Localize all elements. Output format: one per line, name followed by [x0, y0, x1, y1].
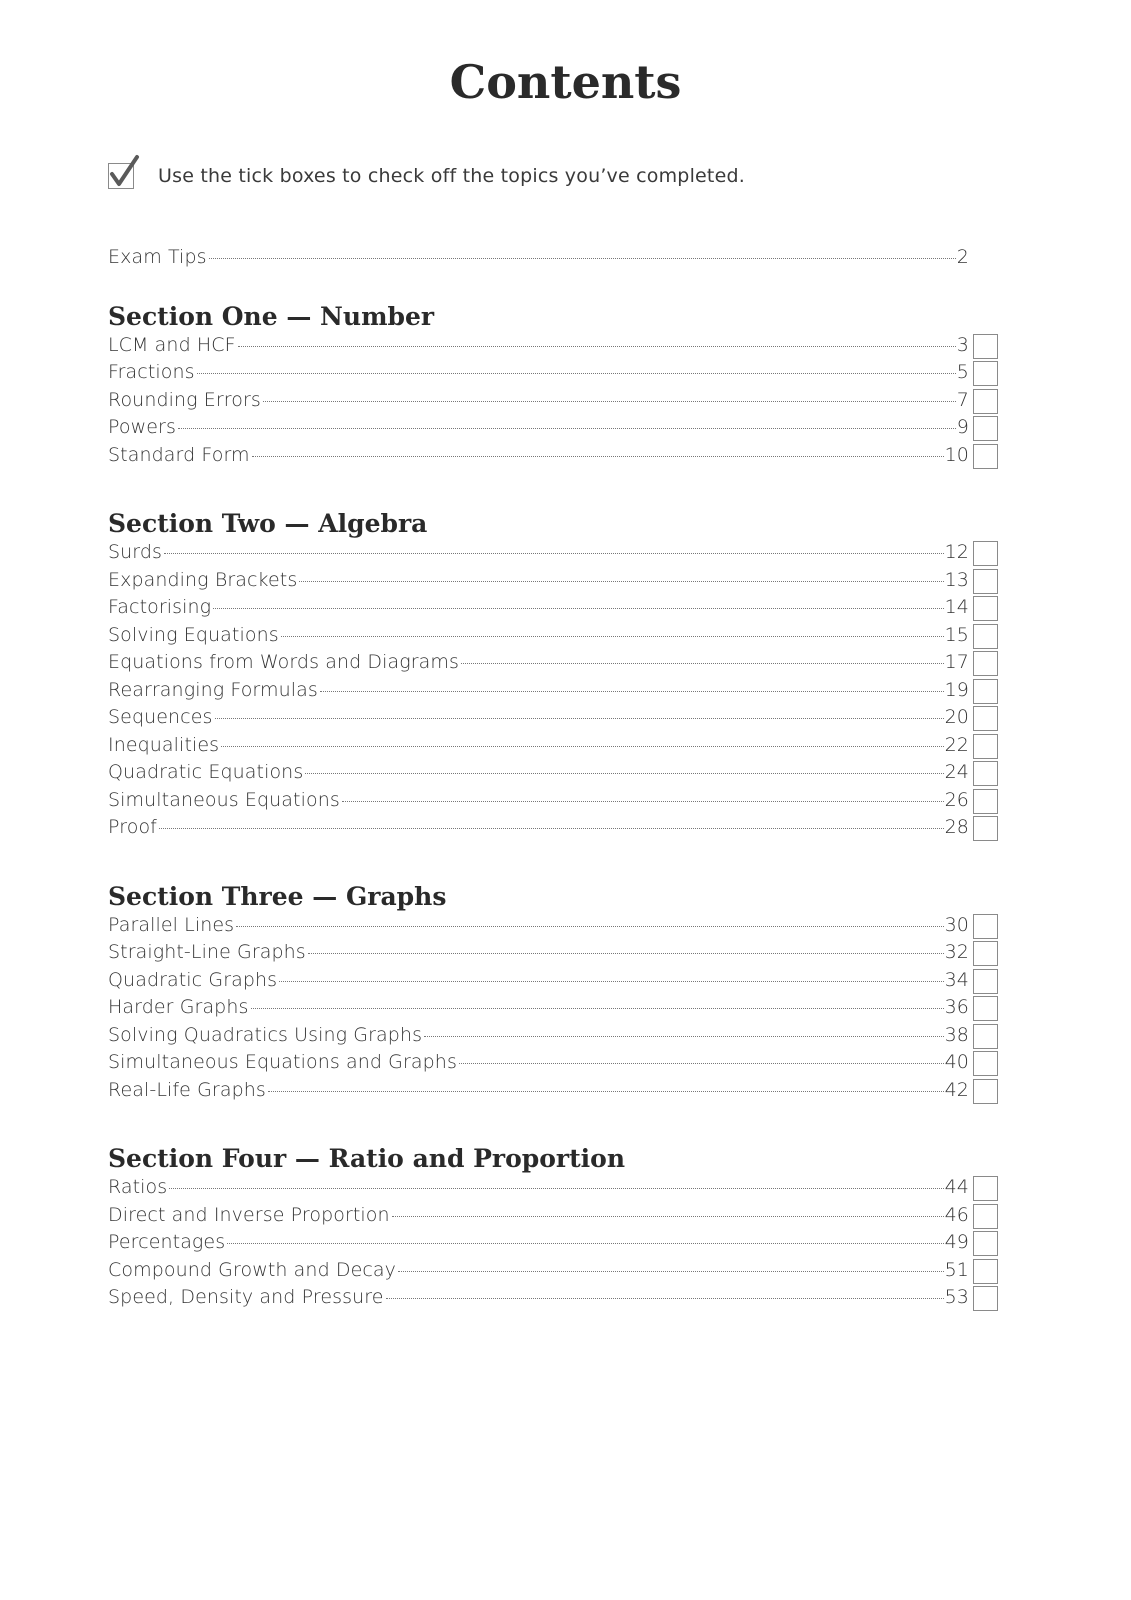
toc-entry-page: 34: [944, 968, 969, 991]
completion-checkbox[interactable]: [973, 969, 998, 994]
toc-entry-page: 15: [944, 623, 969, 646]
toc-entry-label: Parallel Lines: [108, 913, 235, 936]
completion-checkbox[interactable]: [973, 334, 998, 359]
toc-entry[interactable]: [108, 416, 1000, 444]
dot-leader: [213, 608, 943, 609]
toc-entry-page: 36: [944, 996, 969, 1018]
toc-entry-label: Quadratic Equations: [108, 761, 304, 783]
dot-leader: [392, 1216, 944, 1217]
dot-leader: [299, 581, 943, 582]
toc-entry-label: Percentages: [108, 1231, 226, 1253]
toc-entry-page: 53: [944, 1286, 969, 1308]
dot-leader: [461, 663, 944, 664]
toc-entry-label: Solving Equations: [108, 623, 279, 646]
toc-entry-page: 44: [944, 1176, 969, 1198]
toc-entry[interactable]: [108, 651, 1000, 679]
completion-checkbox[interactable]: [973, 1231, 998, 1256]
dot-leader: [238, 346, 956, 347]
table-of-contents: [108, 246, 1000, 1314]
dot-leader: [398, 1271, 944, 1272]
toc-entry-page: 2: [956, 246, 969, 268]
completion-checkbox[interactable]: [973, 596, 998, 621]
dot-leader: [268, 1091, 944, 1092]
completion-checkbox[interactable]: [973, 361, 998, 386]
dot-leader: [236, 926, 943, 927]
completion-checkbox[interactable]: [973, 569, 998, 594]
toc-entry-label: Real-Life Graphs: [108, 1078, 266, 1101]
toc-entry-label: Ratios: [108, 1176, 168, 1198]
instruction-line: [108, 160, 745, 192]
dot-leader: [279, 981, 943, 982]
toc-entry[interactable]: [108, 1051, 1000, 1079]
toc-entry-page: 32: [944, 941, 969, 963]
instruction-text: Use the tick boxes to check off the topics you’ve completed.: [158, 165, 745, 187]
toc-entry[interactable]: [108, 334, 1000, 362]
toc-entry-page: 38: [944, 1023, 969, 1046]
dot-leader: [281, 636, 944, 637]
section-heading: Section Three — Graphs: [108, 881, 447, 911]
page-title: Contents: [449, 55, 682, 109]
completion-checkbox[interactable]: [973, 1286, 998, 1311]
section-heading: Section One — Number: [108, 301, 435, 331]
toc-entry[interactable]: [108, 996, 1000, 1024]
completion-checkbox[interactable]: [973, 789, 998, 814]
toc-entry[interactable]: [108, 569, 1000, 597]
completion-checkbox[interactable]: [973, 941, 998, 966]
toc-entry-label: Straight-Line Graphs: [108, 941, 306, 963]
toc-entry-label: Standard Form: [108, 443, 250, 466]
toc-entry[interactable]: [108, 596, 1000, 624]
toc-entry-label: Compound Growth and Decay: [108, 1258, 397, 1281]
completion-checkbox[interactable]: [973, 706, 998, 731]
completion-checkbox[interactable]: [973, 914, 998, 939]
toc-entry-page: 30: [944, 913, 969, 936]
dot-leader: [386, 1298, 944, 1299]
completion-checkbox[interactable]: [973, 679, 998, 704]
toc-entry[interactable]: [108, 1176, 1000, 1204]
dot-leader: [308, 953, 944, 954]
section-heading: Section Two — Algebra: [108, 509, 428, 538]
toc-entry[interactable]: [108, 444, 1000, 472]
toc-entry[interactable]: [108, 734, 1000, 762]
dot-leader: [178, 428, 956, 429]
completion-checkbox[interactable]: [973, 624, 998, 649]
toc-entry-page: 14: [944, 596, 969, 618]
toc-entry-label: Inequalities: [108, 733, 220, 756]
dot-leader: [164, 553, 944, 554]
toc-entry[interactable]: [108, 1259, 1000, 1287]
completion-checkbox[interactable]: [973, 1079, 998, 1104]
toc-entry[interactable]: [108, 761, 1000, 789]
toc-entry[interactable]: [108, 389, 1000, 417]
toc-entry-label: Solving Quadratics Using Graphs: [108, 1023, 423, 1046]
completion-checkbox[interactable]: [973, 1176, 998, 1201]
completion-checkbox[interactable]: [973, 816, 998, 841]
completion-checkbox[interactable]: [973, 1024, 998, 1049]
toc-entry-page: 40: [944, 1051, 969, 1073]
toc-entry-label: Simultaneous Equations and Graphs: [108, 1051, 457, 1073]
toc-entry-page: 13: [944, 568, 969, 591]
completion-checkbox[interactable]: [973, 651, 998, 676]
toc-entry-label: Rearranging Formulas: [108, 678, 318, 701]
dot-leader: [221, 746, 943, 747]
dot-leader: [209, 258, 956, 259]
toc-entry-page: 26: [944, 788, 969, 811]
toc-entry-label: Proof: [108, 816, 157, 838]
toc-entry[interactable]: [108, 1231, 1000, 1259]
dot-leader: [169, 1188, 943, 1189]
toc-entry-label: LCM and HCF: [108, 333, 236, 356]
dot-leader: [459, 1063, 944, 1064]
dot-leader: [342, 801, 944, 802]
completion-checkbox[interactable]: [973, 389, 998, 414]
toc-entry-page: 20: [944, 706, 969, 728]
completion-checkbox[interactable]: [973, 416, 998, 441]
completion-checkbox[interactable]: [973, 444, 998, 469]
toc-entry-page: 7: [956, 388, 969, 411]
toc-entry-page: 19: [944, 678, 969, 701]
completion-checkbox[interactable]: [973, 541, 998, 566]
dot-leader: [424, 1036, 944, 1037]
dot-leader: [251, 1008, 944, 1009]
completion-checkbox[interactable]: [973, 996, 998, 1021]
toc-entry-page: 42: [944, 1078, 969, 1101]
toc-entry-label: Sequences: [108, 706, 213, 728]
toc-entry-label: Simultaneous Equations: [108, 788, 340, 811]
toc-entry-label: Harder Graphs: [108, 996, 249, 1018]
dot-leader: [197, 373, 956, 374]
toc-entry[interactable]: [108, 914, 1000, 942]
toc-entry[interactable]: [108, 361, 1000, 389]
completion-checkbox[interactable]: [973, 1051, 998, 1076]
dot-leader: [305, 773, 943, 774]
toc-entry-page: 9: [956, 416, 969, 438]
toc-entry-page: 46: [944, 1203, 969, 1226]
toc-entry-label: Powers: [108, 416, 176, 438]
completion-checkbox[interactable]: [973, 1204, 998, 1229]
toc-entry[interactable]: [108, 1024, 1000, 1052]
toc-entry-page: 10: [944, 443, 969, 466]
toc-entry[interactable]: [108, 941, 1000, 969]
toc-entry-page: 3: [956, 333, 969, 356]
dot-leader: [215, 718, 944, 719]
toc-entry-page: 49: [944, 1231, 969, 1253]
toc-entry[interactable]: [108, 789, 1000, 817]
dot-leader: [159, 828, 944, 829]
toc-entry-label: Quadratic Graphs: [108, 968, 278, 991]
completion-checkbox[interactable]: [973, 761, 998, 786]
toc-entry[interactable]: [108, 1286, 1000, 1314]
toc-entry-label: Surds: [108, 541, 163, 563]
toc-entry[interactable]: [108, 816, 1000, 844]
completion-checkbox[interactable]: [973, 734, 998, 759]
toc-entry-page: 51: [944, 1258, 969, 1281]
toc-entry-exam-tips[interactable]: [108, 246, 1000, 274]
tick-box-icon: [108, 163, 134, 189]
toc-entry[interactable]: [108, 969, 1000, 997]
dot-leader: [320, 691, 944, 692]
toc-entry-label: Rounding Errors: [108, 388, 261, 411]
toc-entry-page: 28: [944, 816, 969, 838]
dot-leader: [227, 1243, 943, 1244]
toc-entry-label: Exam Tips: [108, 246, 207, 268]
toc-entry[interactable]: [108, 1079, 1000, 1107]
dot-leader: [252, 456, 944, 457]
toc-entry[interactable]: [108, 1204, 1000, 1232]
toc-entry-label: Factorising: [108, 596, 212, 618]
toc-entry-page: 24: [944, 761, 969, 783]
toc-entry-label: Fractions: [108, 361, 195, 383]
toc-entry[interactable]: [108, 679, 1000, 707]
section-heading: Section Four — Ratio and Proportion: [108, 1144, 625, 1173]
toc-entry-label: Equations from Words and Diagrams: [108, 651, 460, 673]
toc-entry-label: Speed, Density and Pressure: [108, 1286, 384, 1308]
dot-leader: [263, 401, 956, 402]
toc-entry[interactable]: [108, 541, 1000, 569]
toc-entry-page: 5: [956, 361, 969, 383]
toc-entry-label: Expanding Brackets: [108, 568, 298, 591]
toc-entry-label: Direct and Inverse Proportion: [108, 1203, 390, 1226]
toc-entry[interactable]: [108, 624, 1000, 652]
toc-entry-page: 17: [944, 651, 969, 673]
toc-entry-page: 12: [944, 541, 969, 563]
toc-entry-page: 22: [944, 733, 969, 756]
toc-entry[interactable]: [108, 706, 1000, 734]
completion-checkbox[interactable]: [973, 1259, 998, 1284]
